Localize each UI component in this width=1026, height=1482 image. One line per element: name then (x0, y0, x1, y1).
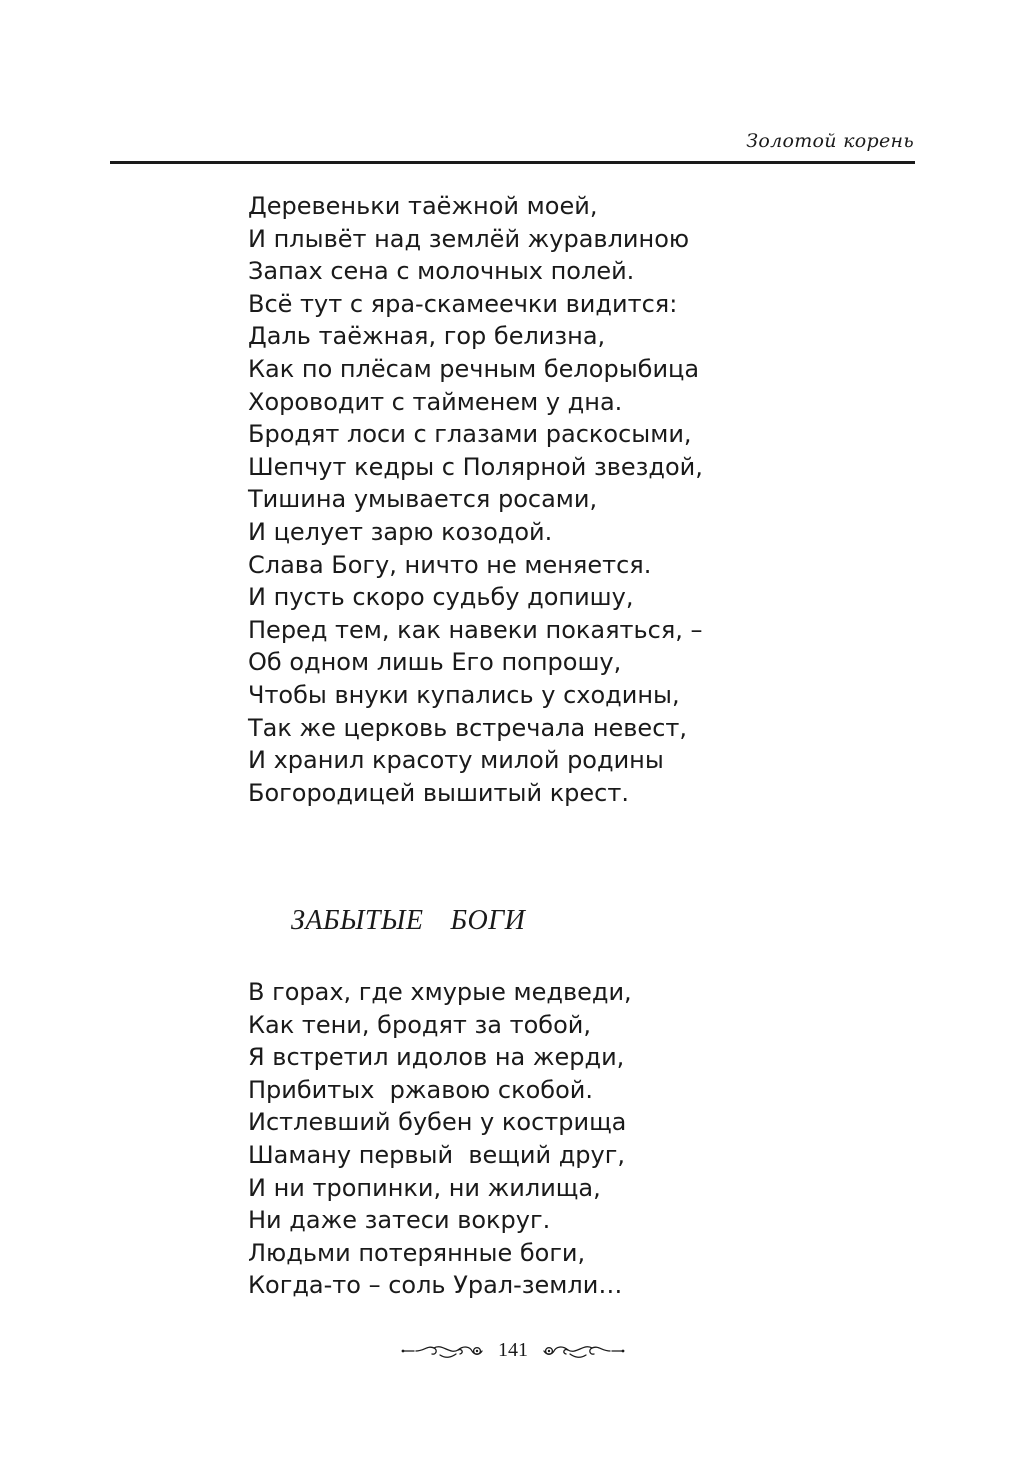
running-head-title: Золотой корень (746, 130, 914, 152)
verse-line: И пусть скоро судьбу допишу, (248, 583, 634, 612)
verse-line: Так же церковь встречала невест, (248, 713, 687, 742)
verse-line: Всё тут с яра-скамеечки видится: (248, 289, 678, 318)
verse-line: Даль таёжная, гор белизна, (248, 322, 606, 351)
verse-line: Запах сена с молочных полей. (248, 257, 635, 286)
verse-line: Ни даже затеси вокруг. (248, 1206, 551, 1235)
verse-line: Об одном лишь Его попрошу, (248, 648, 622, 677)
verse-line: В горах, где хмурые медведи, (248, 978, 632, 1006)
header-rule (110, 161, 915, 164)
verse-line: Чтобы внуки купались у сходины, (248, 680, 680, 709)
verse-line: И плывёт над землёй журавлиною (248, 224, 690, 253)
verse-line: Истлевший бубен у кострища (248, 1108, 627, 1137)
verse-line: Шепчут кедры с Полярной звездой, (248, 452, 703, 481)
verse-line: Как по плёсам речным белорыбица (248, 354, 700, 383)
verse-line: Хороводит с тайменем у дна. (248, 387, 623, 416)
verse-line: Перед тем, как навеки покаяться, – (248, 615, 703, 644)
verse-line: И ни тропинки, ни жилища, (248, 1173, 601, 1202)
verse-line: Слава Богу, ничто не меняется. (248, 550, 652, 579)
poem-title: ЗАБЫТЫЕ БОГИ (291, 905, 526, 936)
verse-line: Шаману первый вещий друг, (248, 1140, 625, 1169)
verse-line: Как тени, бродят за тобой, (248, 1010, 591, 1039)
poem-continued-text (248, 190, 703, 809)
page-number: 141 (498, 1339, 528, 1361)
verse-line: И хранил красоту милой родины (248, 746, 664, 775)
verse-line: Деревеньки таёжной моей, (248, 192, 598, 220)
poem-forgotten-gods-text (248, 976, 632, 1302)
verse-line: И целует зарю козодой. (248, 517, 553, 546)
verse-line: Я встретил идолов на жерди, (248, 1043, 625, 1072)
verse-line: Бродят лоси с глазами раскосыми, (248, 420, 692, 449)
verse-line: Богородицей вышитый крест. (248, 778, 629, 807)
verse-line: Прибитых ржавою скобой. (248, 1075, 593, 1104)
verse-line: Людьми потерянные боги, (248, 1238, 586, 1267)
verse-line: Тишина умывается росами, (248, 485, 598, 514)
verse-line: Когда-то – соль Урал-земли… (248, 1271, 623, 1300)
